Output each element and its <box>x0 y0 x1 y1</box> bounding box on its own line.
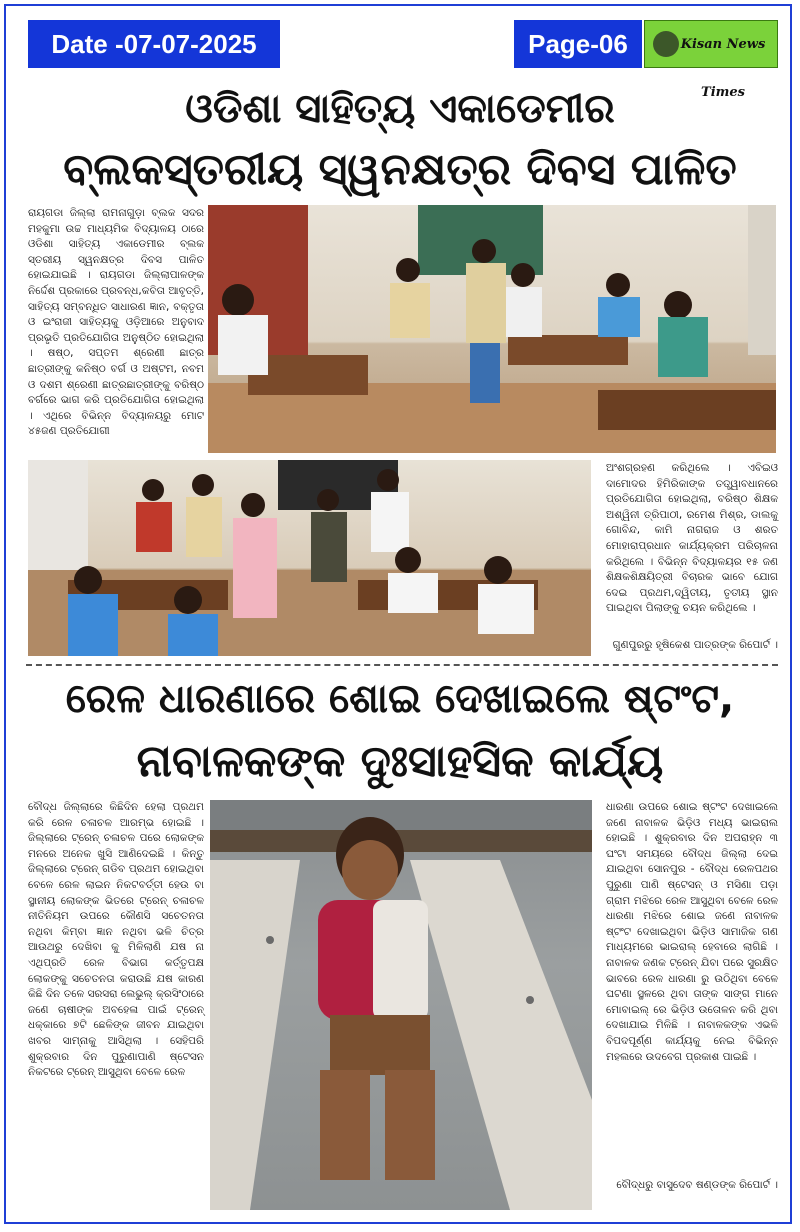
track-photo-illustration <box>210 800 592 1210</box>
article2-right-column: ଧାରଣା ଉପରେ ଶୋଇ ଷ୍ଟଂଟ ଦେଖାଇଲେ ଜଣେ ନାବାଳକ ଭିଡ଼ିଓ ମଧ୍ୟ ଭାଇରାଲ ହୋଇଛି । ଶୁକ୍ରବାର ଦିନ ଅପରାହ୍ନ ୩ ଘଂଟା ସମୟରେ ବୌଦ୍ଧ ଜିଲ୍ଲା ଦେଇ ଯାଇଥିବା ସୋନପୁର - ବୌଦ୍ଧ ରେଳପଥର ପୁରୁଣା ପାଣି ଷ୍ଟେସନ୍ ଓ ମସିଣା ପଡ଼ା ଗ୍ରାମ ମଝିରେ ରେଳ ଆସୁଥିବା ବେଳେ ରେଳ ଧାରଣା ମଝିରେ ଶୋଇ ଜଣେ ନାବାଳକ ଷ୍ଟଂଟ ଦେଖାଇଥିବା ଭିଡ଼ିଓ ସାମାଜିକ ଗଣ ମାଧ୍ୟମରେ ଭାଇରାଲ୍ ହେବାରେ ଲାଗିଛି । ନାବାଳକ ଜଣକ ଟ୍ରେନ୍ ଯିବା ପରେ ସୁରକ୍ଷିତ ଭାବରେ ରେଳ ଧାରଣା ରୁ ଉଠିଥିବା ବେଳେ ଘଟଣା ସ୍ଥଳରେ ଥିବା ତାଙ୍କ ସାଙ୍ଗ ମାନେ ମୋବାଇଲ୍ ରେ ଭିଡ଼ିଓ ଉତୋଳନ କରି ଥିବା ଦେଖାଯାଇ ମିଳିଛି । ନାବାଳକଙ୍କ ଏଭଳି ବିପଦପୂର୍ଣ୍ଣ କାର୍ଯ୍ୟକୁ ନେଇ ବିଭିନ୍ନ ମହଲରେ ଉଦବେଗ ପ୍ରକାଶ ପାଇଛି । <box>606 801 778 1063</box>
article1-headline-line2: ବ୍ଲକସ୍ତରୀୟ ସ୍ୱନକ୍ଷତ୍ର ଦିବସ ପାଳିତ <box>63 144 737 195</box>
page-number-label: Page-06 <box>514 20 642 68</box>
article1-photo-classroom <box>208 205 776 453</box>
article1-left-column: ରାୟଗଡା ଜିଲ୍ଲା ରାମନାଗୁଡ଼ା ବ୍ଲକ ସଦର ମହକୁମା ଉଚ୍ଚ ମାଧ୍ୟମିକ ବିଦ୍ୟାଳୟ ଠାରେ ଓଡିଶା ସାହିତ୍ୟ ଏକାଡେମୀର ବ୍ଲକ ସ୍ତରୀୟ ସ୍ୱନକ୍ଷତ୍ର ଦିବସ ପାଳିତ ହୋଇଯାଇଛି । ରାୟଗଡା ଜିଲ୍ଲାପାଳଙ୍କ ନିର୍ଦ୍ଦେଶ ପ୍ରକାରେ ପ୍ରବନ୍ଧ,କବିତା ଆବୃତ୍ତି, ସାହିତ୍ୟ ସମ୍ବନ୍ଧିତ ସାଧାରଣ ଜ୍ଞାନ, ବକ୍ତୃତା ଓ ଇଂରାଜୀ ସାହିତ୍ୟକୁ ଓଡ଼ିଆରେ ଅନୁବାଦ ପ୍ରଭୃତି ପ୍ରତିଯୋଗିତା ଅନୁଷ୍ଠିତ ହୋଇଥିଲା । ଷଷ୍ଠ, ସପ୍ତମ ଶ୍ରେଣୀ ଛାତ୍ର ଛାତ୍ରୀଙ୍କୁ କନିଷ୍ଠ ବର୍ଗ ଓ ଅଷ୍ଟମ, ନବମ ଓ ଦଶମ ଶ୍ରେଣୀ ଛାତ୍ରଛାତ୍ରୀଙ୍କୁ ବରିଷ୍ଠ ବର୍ଗରେ ଭାଗ କରି ପ୍ରତିଯୋଗିତା ହୋଇଥିଲା । ଏଥିରେ ବିଭିନ୍ନ ବିଦ୍ୟାଳୟରୁ ମୋଟ ୪୫ଜଣ ପ୍ରତିଯୋଗୀ <box>28 207 204 438</box>
article1-headline-line1: ଓଡିଶା ସାହିତ୍ୟ ଏକାଡେମୀର <box>185 86 615 132</box>
article2-photo-boy-on-track <box>210 800 592 1210</box>
article2-headline-line2: ନାବାଳକଙ୍କ ଦୁଃସାହସିକ କାର୍ଯ୍ୟ <box>136 736 664 787</box>
article1-byline: ଗୁଣପୁରରୁ ହୃଷିକେଶ ପାତ୍ରଙ୍କ ରିପୋର୍ଟ । <box>612 639 778 651</box>
article2-headline-line1: ରେଳ ଧାରଣାରେ ଶୋଇ ଦେଖାଇଲେ ଷ୍ଟଂଟ, <box>65 676 735 722</box>
logo-text: Kisan News Times <box>680 37 766 100</box>
date-label: Date -07-07-2025 <box>28 20 280 68</box>
article1-photo-students <box>28 460 591 656</box>
article-divider <box>26 664 778 666</box>
camera-icon <box>653 31 679 57</box>
article2-left-column: ବୌଦ୍ଧ ଜିଲ୍ଲାରେ କିଛିଦିନ ହେଲା ପ୍ରଥମ କରି ରେଳ ଚଳାଚଳ ଆରମ୍ଭ ହୋଇଛି । ଜିଲ୍ଲାରେ ଟ୍ରେନ୍ ଚଳାଚଳ ପରେ ଲୋକଙ୍କ ମନରେ ଅନେକ ଖୁସି ଆଣିଦେଇଛି । କିନ୍ତୁ ଜିଲ୍ଲାରେ ଟ୍ରେନ୍ ଗଡିବ ପ୍ରଥମ ହୋଇଥିବା ବେଳେ ରେଳ ଲାଇନ ନିକଟବର୍ତ୍ତୀ ହେଉ ବା ସ୍ଥାନୀୟ ଲୋକଙ୍କ ଭିତରେ ଟ୍ରେନ୍ ଚଳାଚଳ ନୀତିନିୟମ ଉପରେ କୌଣସି ସଚେତନତା ନଥିବା କିମ୍ବା ଜ୍ଞାନ ନଥିବା ଭଳି ଚିତ୍ର ଆଉଥରୁ ଦେଖିବା କୁ ମିଳିଲାଣି ଯଷ ନା ଏଥିପ୍ରତି ରେଳ ବିଭାଗ କର୍ତ୍ତୃପକ୍ଷ ଲୋକଙ୍କୁ ସଚେତନତା କରାଉଛି ଯଷ କାରଣ କିଛି ଦିନ ତଳେ ସରସରା ଲେଭୁଲ୍ କ୍ରସିଂଠାରେ ଜଣେ ଚାଷୀଙ୍କ ଅବହେଳା ପାଇଁ ଟ୍ରେନ୍ ଧକ୍କାରେ ୭ଟି ଛେଳିଙ୍କ ଜୀବନ ଯାଇଥିବା ଖବର ସାମ୍ନାକୁ ଆସିଥିଲା । ସେହିପରି ଶୁକ୍ରବାର ଦିନ ପୁରୁଣାପାଣି ଷ୍ଟେସନ ନିକଟରେ ଟ୍ରେନ୍ ଆସୁଥିବା ବେଳେ ରେଳ <box>28 801 204 1079</box>
newspaper-logo <box>644 20 778 100</box>
classroom-photo-illustration <box>208 205 776 453</box>
article1-right-column: ଅଂଶଗ୍ରହଣ କରିଥିଲେ । ଏବିଇଓ ଦାମୋଦର ହିମିରିକାଙ୍କ ତତ୍ତ୍ୱାବଧାନରେ ପ୍ରତିଯୋଗିତା ହୋଇଥିଲା, ବରିଷ୍ଠ ଶିକ୍ଷକ ଅଶ୍ୱିନୀ ତ୍ରିପାଠୀ, ରମେଶ ମିଶ୍ର, ଡାଲକୁ ଗୋବିନ୍ଦ, କାମି ନାଗରାଜ ଓ ଶରତ ମୋହାରାପ୍ରଧାନ କାର୍ଯ୍ୟକ୍ରମ ପରିଚାଳନା କରିଥିଲେ । ବିଭିନ୍ନ ବିଦ୍ୟାଳୟର ୧୫ ଜଣ ଶିକ୍ଷକଶିକ୍ଷୟିତ୍ରୀ ବିଚାରକ ଭାବେ ଯୋଗ ଦେଇ ପ୍ରଥମ,ଦ୍ୱିତୀୟ, ତୃତୀୟ ସ୍ଥାନ ପାଇଥିବା ପିଲାଙ୍କୁ ଚୟନ କରିଥିଲେ । <box>606 462 778 615</box>
students-photo-illustration <box>28 460 591 656</box>
article2-byline: ବୌଦ୍ଧରୁ ବାସୁଦେବ ଷଣ୍ଡଙ୍କ ରିପୋର୍ଟ । <box>616 1179 778 1191</box>
